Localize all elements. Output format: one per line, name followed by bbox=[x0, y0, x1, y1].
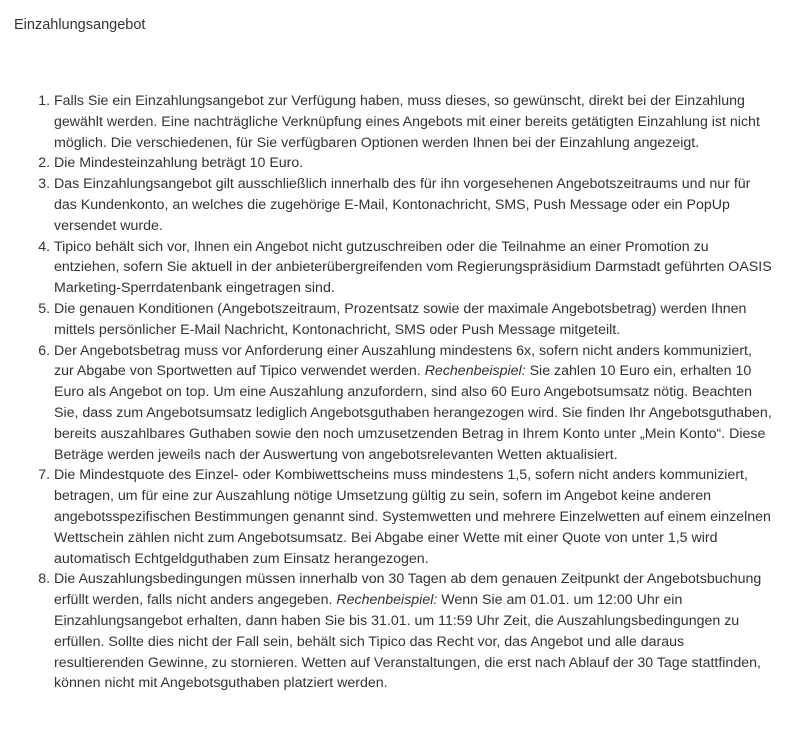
terms-item-6 bbox=[54, 341, 775, 466]
example-label: Rechenbeispiel: bbox=[336, 592, 438, 609]
terms-item-1 bbox=[54, 91, 775, 153]
terms-item-4 bbox=[54, 237, 775, 299]
terms-list bbox=[14, 91, 775, 694]
terms-item-text: Falls Sie ein Einzahlungsangebot zur Verfügung haben, muss dieses, so gewünscht, direkt bei der Einzahlung gewählt werden. Eine nachträgliche Verknüpfung eines Angebots mit einer bereits getätigten Einzahlung ist nicht möglich. Die verschiedenen, für Sie verfügbaren Optionen werden Ihnen bei der Einzahlung angezeigt. bbox=[54, 93, 760, 151]
page-title: Einzahlungsangebot bbox=[14, 17, 146, 33]
terms-item-text: Wenn Sie am 01.01. um 12:00 Uhr ein Einzahlungsangebot erhalten, dann haben Sie bis 31.01. um 11:59 Uhr Zeit, die Auszahlungsbedingungen zu erfüllen. Sollte dies nicht der Fall sein, behält sich Tipico das Recht vor, das Angebot und alle daraus resultierenden Gewinne, zu stornieren. Wetten auf Veranstaltungen, die erst nach Ablauf der 30 Tage stattfinden, können nicht mit Angebotsguthaben platziert werden. bbox=[54, 592, 761, 692]
terms-item-text: Das Einzahlungsangebot gilt ausschließlich innerhalb des für ihn vorgesehenen Angebotszeitraums und nur für das Kundenkonto, an welches die zugehörige E-Mail, Kontonachricht, SMS, Push Message oder ein PopUp versendet wurde. bbox=[54, 176, 751, 234]
example-label: Rechenbeispiel: bbox=[424, 363, 526, 380]
terms-item-text: Die Auszahlungsbedingungen müssen innerhalb von 30 Tagen ab dem genauen Zeitpunkt der Angebotsbuchung erfüllt werden, falls nicht anders angegeben. bbox=[54, 571, 762, 609]
terms-item-2 bbox=[54, 153, 775, 174]
terms-item-3 bbox=[54, 174, 775, 236]
terms-item-text: Die genauen Konditionen (Angebotszeitraum, Prozentsatz sowie der maximale Angebotsbetrag) werden Ihnen mittels persönlicher E-Mail Nachricht, Kontonachricht, SMS oder Push Message mitgeteilt. bbox=[54, 300, 747, 338]
terms-item-text: Der Angebotsbetrag muss vor Anforderung einer Auszahlung mindestens 6x, sofern nicht anders kommuniziert, zur Abgabe von Sportwetten auf Tipico verwendet werden. bbox=[54, 342, 752, 380]
terms-item-7 bbox=[54, 465, 775, 569]
terms-item-text: Tipico behält sich vor, Ihnen ein Angebot nicht gutzuschreiben oder die Teilnahme an einer Promotion zu entziehen, sofern Sie aktuell in der anbieterübergreifenden vom Regierungspräsidium Darmstadt geführten OASIS Marketing-Sperrdatenbank eingetragen sind. bbox=[54, 238, 772, 297]
terms-item-text: Sie zahlen 10 Euro ein, erhalten 10 Euro als Angebot on top. Um eine Auszahlung anzufordern, sind also 60 Euro Angebotsumsatz nötig. Beachten Sie, dass zum Angebotsumsatz lediglich Angebotsguthaben herangezogen wird. Sie finden Ihr Angebotsguthaben, bereits auszahlbares Guthaben sowie den noch umzusetzenden Betrag in Ihrem Konto unter „Mein Konto“. Diese Beträge werden jeweils nach der Auswertung von angebotsrelevanten Wetten aktualisiert. bbox=[54, 363, 772, 463]
terms-item-5 bbox=[54, 299, 775, 341]
terms-item-text: Die Mindestquote des Einzel- oder Kombiwettscheins muss mindestens 1,5, sofern nicht anders kommuniziert, betragen, um für eine zur Auszahlung nötige Umsetzung gültig zu sein, sofern im Angebot keine anderen angebotsspezifischen Bestimmungen genannt sind. Systemwetten und mehrere Einzelwetten auf einem einzelnen Wettschein zählen nicht zum Angebotsumsatz. Bei Abgabe einer Wette mit einer Quote von unter 1,5 wird automatisch Echtgeldguthaben zum Einsatz herangezogen. bbox=[54, 467, 771, 567]
terms-item-8 bbox=[54, 569, 775, 694]
terms-item-text: Die Mindesteinzahlung beträgt 10 Euro. bbox=[54, 155, 304, 172]
